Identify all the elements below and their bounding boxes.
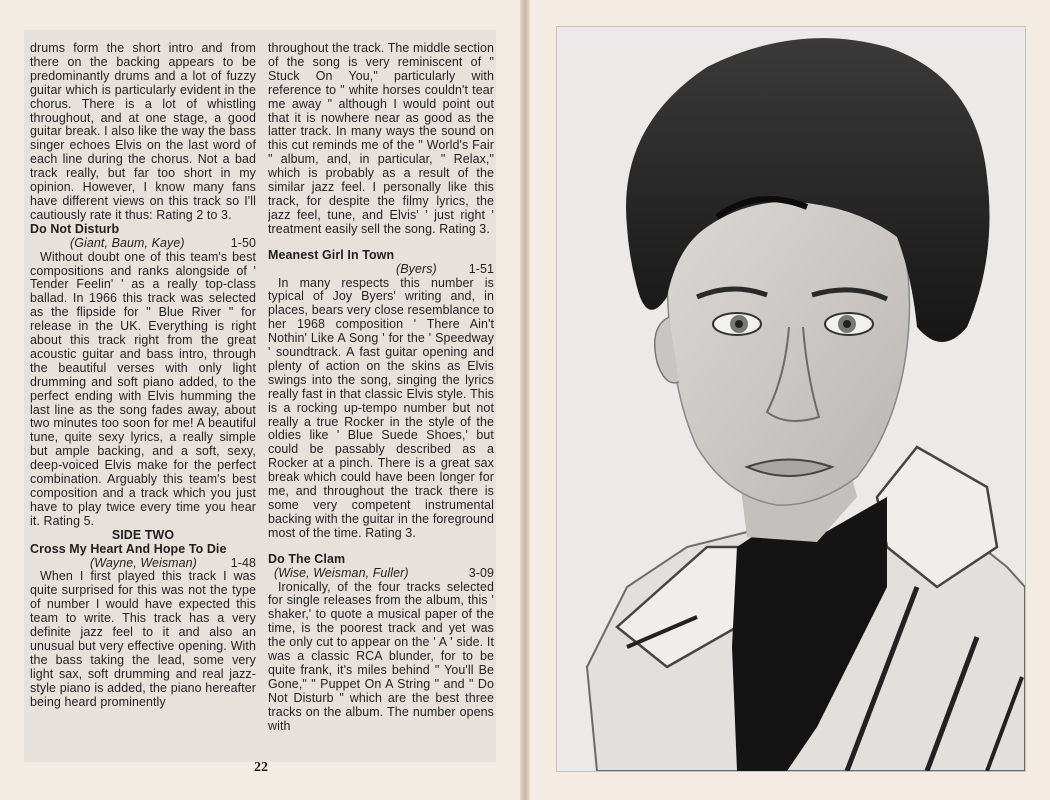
pencil-portrait-drawing <box>557 27 1025 771</box>
track-duration: 1-51 <box>468 261 494 276</box>
paragraph: Ironically, of the four tracks selected for single releases from the album, this ' shaker,' to quote a musical paper of the time, is the poorest track and yet was the only cut to appear on the ' A ' side. It was a classic RCA blunder, for to be quite frank, it's miles behind " You'll Be Gone," " Puppet On A String " and " Do Not Disturb " which are the best three tracks on the album. The number opens with <box>268 579 494 733</box>
article-panel <box>24 30 496 762</box>
songwriters: (Byers) <box>396 261 437 276</box>
track-credit <box>268 567 494 581</box>
section-heading: SIDE TWO <box>111 527 175 542</box>
track-duration: 1-48 <box>230 555 256 570</box>
track-duration: 1-50 <box>230 235 256 250</box>
track-heading: Cross My Heart And Hope To Die <box>30 541 227 556</box>
page-number: 22 <box>254 760 268 775</box>
track-credit <box>268 263 494 277</box>
track-credit <box>30 237 256 251</box>
track-heading: Meanest Girl In Town <box>268 247 395 262</box>
portrait-illustration <box>556 26 1026 772</box>
paragraph: Without doubt one of this team's best compositions and ranks alongside of ' Tender Feelin' ' as a really top-class ballad. In 1966 this track was selected as the flipside for " Blue River " for release in the UK. Everything is right about this track right from the great acoustic guitar and bass intro, through the beautiful verses with only light drumming and soft piano added, to the perfect ending with Elvis humming the last line as the song fades away, about two minutes too soon for me! A beautiful tune, quite sexy lyrics, a really simple but ample backing, and a soft, sexy, deep-voiced Elvis make for the perfect combination. Arguably this team's best composition and a track which you just have to play twice every time you hear it. Rating 5. <box>30 249 256 528</box>
right-page <box>530 0 1050 800</box>
track-duration: 3-09 <box>468 565 494 580</box>
column-right <box>268 42 494 760</box>
songwriters: (Wise, Weisman, Fuller) <box>274 565 409 580</box>
track-credit <box>30 557 256 571</box>
songwriters: (Giant, Baum, Kaye) <box>70 235 185 250</box>
track-heading: Do Not Disturb <box>30 221 120 236</box>
songwriters: (Wayne, Weisman) <box>90 555 197 570</box>
paragraph: throughout the track. The middle section of the song is very reminiscent of " Stuck On You," particularly with reference to " white horses couldn't tear me away " although I would point out that it is nowhere near as good as the latter track. In many ways the sound on this cut reminds me of the " World's Fair " album, and, in particular, " Relax," which is probably as a result of the similar jazz feel. I personally like this track, for despite the filmy lyrics, the jazz feel, tune, and Elvis' ' just right ' treatment easily sell the song. Rating 3. <box>268 42 494 236</box>
paragraph: drums form the short intro and from there on the backing appears to be predominantly drums and a lot of fuzzy guitar which is particularly evident in the chorus. There is a lot of whistling throughout, and at one stage, a good guitar break. I also like the way the bass singer echoes Elvis on the last word of each line during the chorus. Not a bad track really, but far too short in my opinion. However, I know many fans have different views on this track so I'll cautiously rate it thus: Rating 2 to 3. <box>30 42 256 222</box>
paragraph: In many respects this number is typical of Joy Byers' writing and, in places, bears very close resemblance to her 1968 composition ' There Ain't Nothin' Like A Song ' for the ' Speedway ' soundtrack. A fast guitar opening and plenty of action on the skins as Elvis swings into the song, singing the lyrics really fast in that classic Elvis style. This is a rocking up-tempo number but not really a true Rocker in the style of the oldies like ' Blue Suede Shoes,' but could be passably described as a Rocker at a pinch. There is a great sax break which could have been longer for me, and throughout the track there is some very competent instrumental backing with the guitar in the foreground most of the time. Rating 3. <box>268 275 494 540</box>
column-left <box>30 42 256 760</box>
track-heading: Do The Clam <box>268 551 346 566</box>
book-gutter <box>520 0 530 800</box>
left-page <box>0 0 522 800</box>
paragraph: When I first played this track I was quite surprised for this was not the type of number I would have expected this team to write. This track has a very definite jazz feel to it and also an unusual but very effective opening. With the bass taking the lead, some very light sax, soft drumming and real jazz-style piano is added, the piano hereafter being heard prominently <box>30 569 256 709</box>
